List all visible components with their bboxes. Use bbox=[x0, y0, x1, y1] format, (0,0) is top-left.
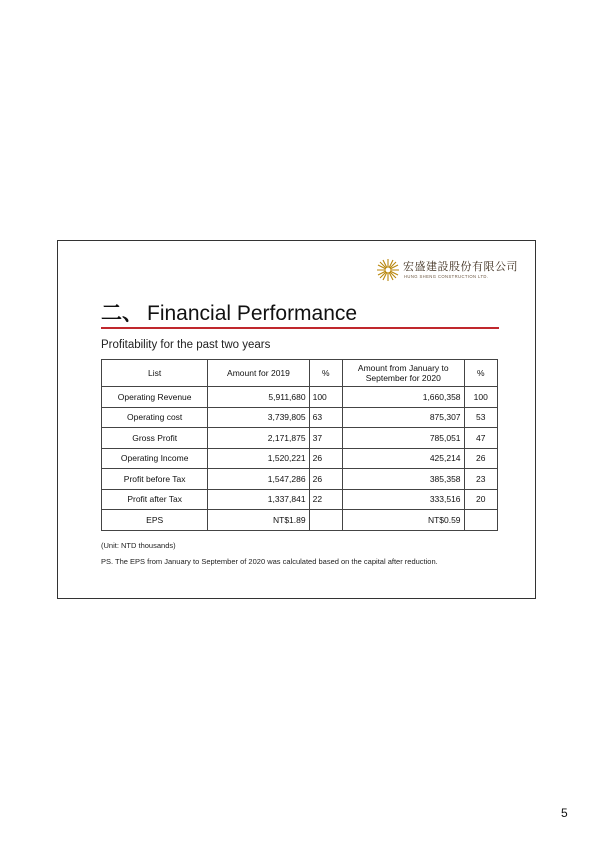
percent-2020: 100 bbox=[464, 387, 497, 408]
header-percent-2019: % bbox=[309, 360, 342, 387]
percent-2019: 22 bbox=[309, 489, 342, 510]
title-text: Financial Performance bbox=[147, 302, 358, 325]
row-label: Operating cost bbox=[102, 407, 208, 428]
percent-2019: 63 bbox=[309, 407, 342, 428]
table-row bbox=[102, 469, 498, 490]
logo-english-name: HUNG SHENG CONSTRUCTION LTD. bbox=[404, 274, 489, 279]
table-row bbox=[102, 407, 498, 428]
amount-2020: 385,358 bbox=[343, 469, 465, 490]
sunburst-logo-icon bbox=[376, 258, 400, 282]
percent-2020: 20 bbox=[464, 489, 497, 510]
table-header-row bbox=[102, 360, 498, 387]
header-amount-2020: Amount from January to September for 2020 bbox=[343, 360, 465, 387]
financial-table bbox=[101, 359, 498, 531]
amount-2020: 425,214 bbox=[343, 448, 465, 469]
percent-2020: 47 bbox=[464, 428, 497, 449]
header-amount-2019: Amount for 2019 bbox=[208, 360, 309, 387]
table-row bbox=[102, 510, 498, 531]
unit-note: (Unit: NTD thousands) bbox=[101, 541, 176, 550]
row-label: Profit after Tax bbox=[102, 489, 208, 510]
percent-2019: 37 bbox=[309, 428, 342, 449]
page-title bbox=[101, 297, 357, 327]
percent-2020: 26 bbox=[464, 448, 497, 469]
amount-2020: 875,307 bbox=[343, 407, 465, 428]
amount-2020: 333,516 bbox=[343, 489, 465, 510]
header-list: List bbox=[102, 360, 208, 387]
page-number: 5 bbox=[561, 806, 568, 820]
slide-frame bbox=[57, 240, 536, 599]
eps-footnote: PS. The EPS from January to September of 2020 was calculated based on the capital after reduction. bbox=[101, 557, 438, 566]
row-label: Profit before Tax bbox=[102, 469, 208, 490]
table-row bbox=[102, 387, 498, 408]
row-label: EPS bbox=[102, 510, 208, 531]
amount-2019: 1,547,286 bbox=[208, 469, 309, 490]
amount-2019: 1,337,841 bbox=[208, 489, 309, 510]
row-label: Operating Income bbox=[102, 448, 208, 469]
amount-2019: 1,520,221 bbox=[208, 448, 309, 469]
logo-chinese-name: 宏盛建設股份有限公司 bbox=[403, 260, 518, 273]
amount-2020: NT$0.59 bbox=[343, 510, 465, 531]
row-label: Operating Revenue bbox=[102, 387, 208, 408]
title-prefix: 二、 bbox=[101, 300, 143, 325]
amount-2019: NT$1.89 bbox=[208, 510, 309, 531]
percent-2020 bbox=[464, 510, 497, 531]
amount-2019: 2,171,875 bbox=[208, 428, 309, 449]
percent-2020: 53 bbox=[464, 407, 497, 428]
amount-2019: 3,739,805 bbox=[208, 407, 309, 428]
amount-2019: 5,911,680 bbox=[208, 387, 309, 408]
section-subtitle: Profitability for the past two years bbox=[101, 339, 271, 351]
percent-2019: 100 bbox=[309, 387, 342, 408]
amount-2020: 1,660,358 bbox=[343, 387, 465, 408]
percent-2019 bbox=[309, 510, 342, 531]
percent-2020: 23 bbox=[464, 469, 497, 490]
table-row bbox=[102, 428, 498, 449]
table-row bbox=[102, 489, 498, 510]
title-underline bbox=[101, 327, 499, 329]
amount-2020: 785,051 bbox=[343, 428, 465, 449]
percent-2019: 26 bbox=[309, 448, 342, 469]
row-label: Gross Profit bbox=[102, 428, 208, 449]
percent-2019: 26 bbox=[309, 469, 342, 490]
table-row bbox=[102, 448, 498, 469]
company-logo bbox=[376, 257, 518, 285]
header-percent-2020: % bbox=[464, 360, 497, 387]
